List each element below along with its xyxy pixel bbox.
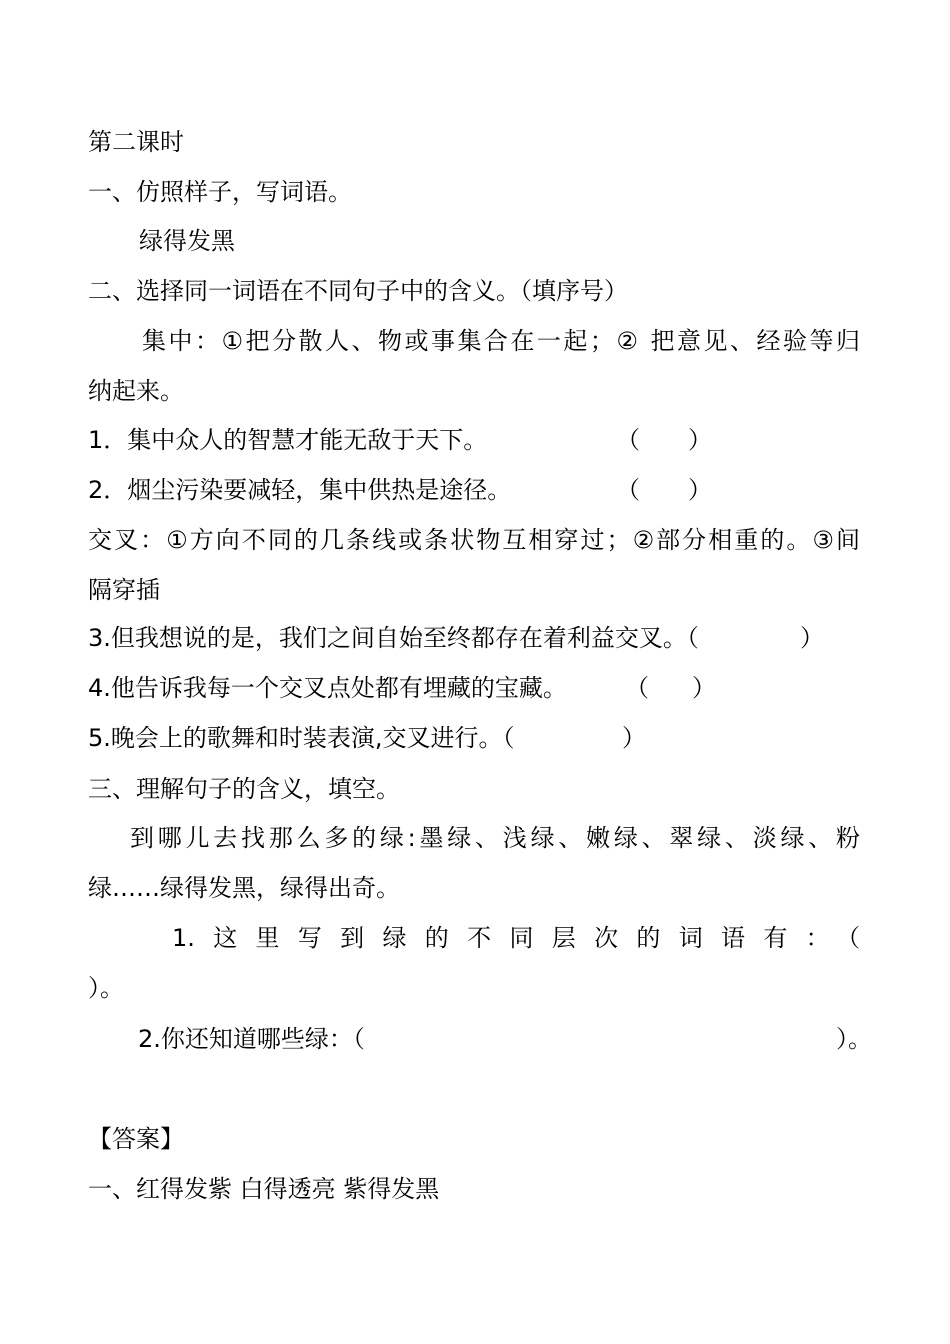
- section3-question-1: 1.这里写到绿的不同层次的词语有：（: [172, 924, 860, 952]
- answer-1: 一、红得发紫 白得透亮 紫得发黑: [88, 1175, 440, 1203]
- question-2: 2．烟尘污染要减轻，集中供热是途径。: [88, 476, 512, 504]
- jizhong-definition-line2: 纳起来。: [88, 377, 184, 405]
- answer-blank-1-open: （: [616, 426, 640, 454]
- section3-question-2-close: ）。: [836, 1025, 872, 1053]
- section3-heading: 三、理解句子的含义，填空。: [88, 775, 400, 803]
- answer-blank-4-close: ）: [692, 674, 716, 702]
- question-1: 1．集中众人的智慧才能无敌于天下。: [88, 426, 488, 454]
- answer-blank-2-open: （: [616, 476, 640, 504]
- jizhong-definition-line1: 集中：①把分散人、物或事集合在一起；② 把意见、经验等归: [142, 327, 860, 355]
- question-3: 3.但我想说的是，我们之间自始至终都存在着利益交叉。（: [88, 624, 699, 652]
- passage-line2: 绿……绿得发黑，绿得出奇。: [88, 874, 400, 902]
- section2-heading: 二、选择同一词语在不同句子中的含义。（填序号）: [88, 277, 628, 305]
- answer-blank-5-close: ）: [622, 724, 646, 752]
- answers-heading: 【答案】: [88, 1125, 184, 1153]
- passage-line1: 到哪儿去找那么多的绿:墨绿、浅绿、嫩绿、翠绿、淡绿、粉: [130, 824, 860, 852]
- answer-blank-3-close: ）: [800, 624, 824, 652]
- section1-example: 绿得发黑: [139, 227, 235, 255]
- answer-blank-2-close: ）: [688, 476, 712, 504]
- jiaocha-definition-line2: 隔穿插: [88, 576, 160, 604]
- lesson-title: 第二课时: [88, 128, 184, 156]
- jiaocha-definition-line1: 交叉：①方向不同的几条线或条状物互相穿过；②部分相重的。③间: [88, 526, 860, 554]
- section1-heading: 一、仿照样子，写词语。: [88, 178, 352, 206]
- answer-blank-4-open: （: [625, 674, 649, 702]
- question-5: 5.晚会上的歌舞和时装表演,交叉进行。（: [88, 724, 515, 752]
- question-4: 4.他告诉我每一个交叉点处都有埋藏的宝藏。: [88, 674, 567, 702]
- section3-question-2: 2.你还知道哪些绿：（: [138, 1025, 365, 1053]
- section3-question-1-close: ）。: [88, 974, 124, 1002]
- answer-blank-1-close: ）: [688, 426, 712, 454]
